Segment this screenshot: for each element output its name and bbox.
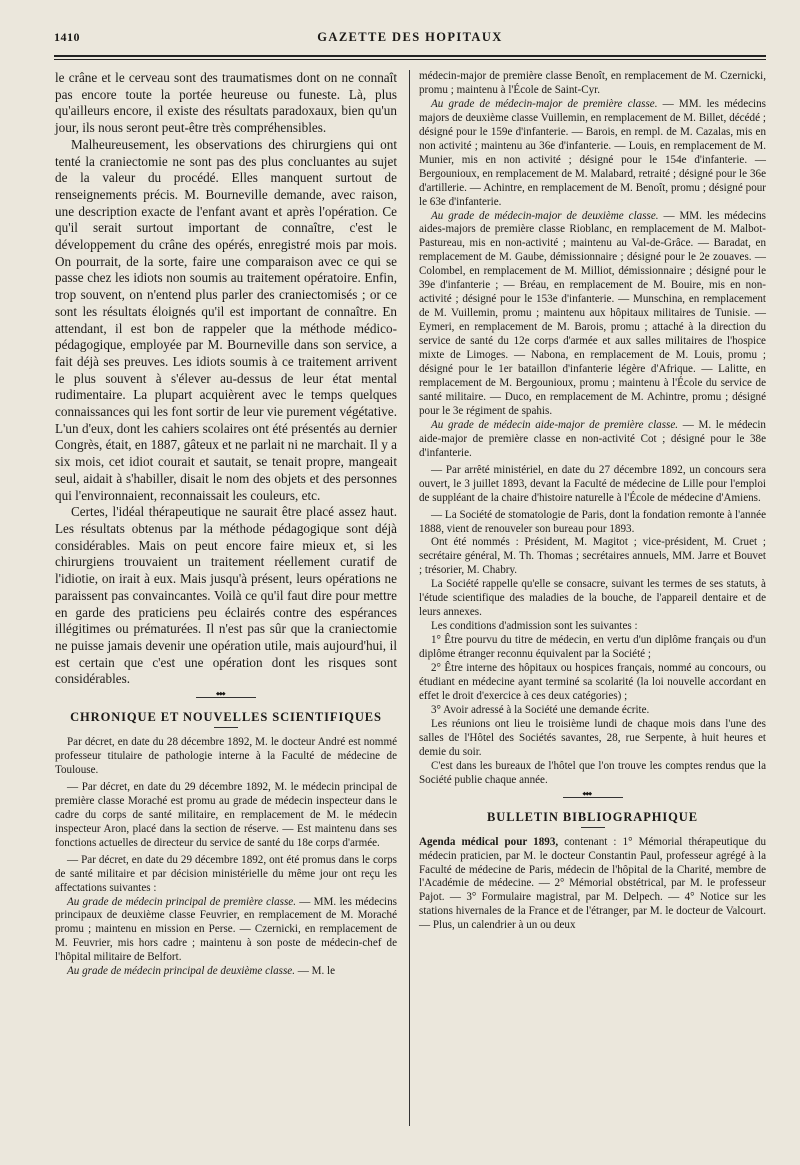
- news-item: [55, 896, 397, 966]
- news-item: [419, 98, 766, 210]
- left-column: [55, 70, 397, 979]
- news-item: Ont été nommés : Président, M. Magitot ; vice-président, M. Cruet ; secrétaire général, M. Th. Thomas ; secrétaires annuels, MM. Jarre et Bouvet ; trésorier, M. Chabry.: [419, 536, 766, 577]
- news-item-text: — MM. les médecins aides-majors de première classe Rioblanc, en remplacement de M. Malbot-Pastureau, mis en non-activité ; maintenu au Val-de-Grâce. — Baradat, en remplacement de M. Gaube, démissionnaire ; désigné pour le 2e zouaves. — Colombel, en remplacement de M. Milliot, démissionnaire ; désigné pour le 39e d'infanterie ; — Bréau, en remplacement de M. Bouire, mis en non-activité ; désigné pour le 153e d'infanterie. — Munschina, en remplacement de M. Vuillemin, promu ; maintenu aux hôpitaux militaires de Tunisie. — Eymeri, en remplacement de M. Barois, promu ; attaché à la direction du service de santé du 12e corps d'armée et aux salles militaires de l'hospice mixte de Limoges. — Nabona, en remplacement de M. Louis, promu ; désigné pour le 1er bataillon d'infanterie légère d'Afrique. — Lalitte, en remplacement de M. Bergounioux, promu ; maintenu à l'École du service de santé militaire. — Duco, en remplacement de M. Achintre, promu ; désigné pour le 3e régiment de spahis.: [419, 209, 766, 417]
- section-title-bulletin: BULLETIN BIBLIOGRAPHIQUE: [487, 809, 698, 824]
- bibliography-text: contenant : 1° Mémorial thérapeutique du médecin praticien, par M. le docteur Constantin Paul, professeur agrégé à la Faculté de médecine de Paris, médecin de l'hôpital de la Charité, membre de l'Académie de médecine. — 2° Mémorial obstétrical, par M. le professeur Pajot. — 3° Formulaire magistral, par M. Delpech. — 4° Notice sur les stations hivernales de la France et de l'étranger, par M. le docteur de Valcourt. — Plus, un calendrier à un ou deux: [419, 835, 766, 932]
- news-item: — Par décret, en date du 29 décembre 1892, ont été promus dans le corps de santé militaire et par décision ministérielle du même jour ont reçu les affectations suivantes :: [55, 853, 397, 894]
- bibliography-title: Agenda médical pour 1893,: [419, 835, 559, 848]
- news-item: Les réunions ont lieu le troisième lundi de chaque mois dans l'une des salles de l'Hôtel des Sociétés savantes, 28, rue Serpente, à huit heures et demie du soir.: [419, 717, 766, 758]
- header-rule: [54, 55, 766, 57]
- news-item: — Par arrêté ministériel, en date du 27 décembre 1892, un concours sera ouvert, le 3 juillet 1893, devant la Faculté de médecine de Lille pour l'emploi de suppléant de la chaire d'histoire naturelle à l'École de médecine d'Amiens.: [419, 463, 766, 504]
- news-item-heading: Au grade de médecin-major de deuxième classe.: [431, 209, 659, 222]
- ornament-separator: [419, 788, 766, 806]
- news-item-heading: Au grade de médecin-major de première classe.: [431, 97, 658, 110]
- news-item-text: — M. le médecin aide-major de première classe en non-activité Cot ; désigné pour le 38e d'infanterie.: [419, 418, 766, 459]
- article-paragraph: Malheureusement, les observations des chirurgiens qui ont tenté la craniectomie ne sont pas des plus concluantes au sujet de la valeur du procédé. Elles manquent surtout de renseignements précis. M. Bourneville demande, avec raison, une description exacte de l'enfant avant et après l'opération. Ce qu'il serait surtout important de connaître, c'est le développement du crâne des opérés, enregistré mois par mois. On pourrait, de la sorte, faire une comparaison avec ce qui se passe chez les idiots non soumis au traitement opératoire. Enfin, trop souvent, on n'entend plus parler des craniectomisés ; or ce sont les résultats éloignés qu'il est important de connaître. En attendant, il est bon de rappeler que la méthode médico-pédagogique, employée par M. Bourneville dans son service, a fait déjà ses preuves. Les idiots soumis à ce traitement arrivent le plus souvent à s'élever au-dessus de leur état mental rudimentaire. La plupart acquièrent avec le temps quelques connaissances qui les font sortir de leur vie purement végétative. L'un d'eux, dont les cahiers scolaires ont été présentés au dernier Congrès, était, en 1887, gâteux et ne parlait ni ne marchait. Il y a six mois, cet idiot courait et sautait, se tenait propre, mangeait seul, aidait à s'habiller, disait le nom des objets et des personnes qui l'environnaient, reconnaissait les couleurs, etc.: [55, 136, 397, 503]
- header-rule-thin: [54, 59, 766, 60]
- news-item: [55, 965, 397, 979]
- news-item: La Société rappelle qu'elle se consacre, suivant les termes de ses statuts, à l'étude scientifique des maladies de la bouche, de l'appareil dentaire et de leurs annexes.: [419, 578, 766, 619]
- column-divider: [409, 70, 410, 1126]
- page-header: [54, 30, 766, 52]
- section-title-chronique: CHRONIQUE ET NOUVELLES SCIENTIFIQUES: [70, 710, 382, 725]
- list-item: 3° Avoir adressé à la Société une demande écrite.: [431, 703, 650, 716]
- news-item: Par décret, en date du 28 décembre 1892, M. le docteur André est nommé professeur titulaire de pathologie interne à la Faculté de médecine de Toulouse.: [55, 736, 397, 776]
- bibliography-entry: [419, 836, 766, 934]
- news-item: — La Société de stomatologie de Paris, dont la fondation remonte à l'année 1888, vient de renouveler son bureau pour 1893.: [419, 508, 766, 535]
- news-item: C'est dans les bureaux de l'hôtel que l'on trouve les comptes rendus que la Société publie chaque année.: [419, 759, 766, 786]
- news-item-heading: Au grade de médecin principal de première classe.: [67, 895, 296, 908]
- news-item-text: — MM. les médecins principaux de deuxième classe Feuvrier, en remplacement de M. Moraché promu ; maintenu en mission en Perse. — Czernicki, en remplacement de M. Feuvrier, mis hors cadre ; maintenu à son poste de médecin-chef de l'hôpital militaire de Belfort.: [55, 895, 397, 964]
- journal-title: GAZETTE DES HOPITAUX: [317, 30, 503, 44]
- news-item-text: — MM. les médecins majors de deuxième classe Vuillemin, en remplacement de M. Billet, décédé ; désigné pour le 159e d'infanterie. — Barois, en rempl. de M. Cazalas, mis en non activité ; maintenu au 36e d'infanterie. — Louis, en remplacement de M. Munier, mis en non activité ; désigné pour le 154e d'infanterie. — Bergounioux, en remplacement de M. Malabard, retraité ; désigné pour le 36e d'artillerie. — Achintre, en remplacement de M. Benoît, promu ; désigné pour le 63e d'infanterie.: [419, 97, 766, 208]
- news-item-text: — M. le: [294, 965, 336, 978]
- list-item: 2° Être interne des hôpitaux ou hospices français, nommé au concours, ou étudiant en médecine ayant terminé sa scolarité (la loi nouvelle accordant en effet le droit d'exercice à ces deux catégories) ;: [419, 662, 766, 702]
- news-item-heading: Au grade de médecin aide-major de première classe.: [431, 418, 679, 431]
- news-item: médecin-major de première classe Benoît, en remplacement de M. Czernicki, promu ; maintenu à l'École de Saint-Cyr.: [419, 70, 766, 96]
- title-rule: [214, 727, 238, 728]
- news-item: [419, 210, 766, 419]
- article-paragraph: Certes, l'idéal thérapeutique ne saurait être placé assez haut. Les résultats obtenus par la méthode pédagogique sont déjà considérables. Mais on peut encore faire mieux et, si les chirurgiens trouvaient un traitement réellement curatif de l'idiotie, on irait à eux. Mais jusqu'à présent, leurs opérations ne paraissent pas convaincantes. Voilà ce qu'il faut dire pour mettre en garde des praticiens peu éclairés contre des espérances illégitimes ou prématurées. Il n'est pas sûr que la craniectomie ne puisse jamais devenir une opération utile, mais aujourd'hui, il est certain que c'est une opération dont les risques sont considérables.: [55, 504, 397, 687]
- list-item: 1° Être pourvu du titre de médecin, en vertu d'un diplôme français ou d'un diplôme étranger reconnu équivalent par la Société ;: [419, 634, 766, 661]
- news-item-heading: Au grade de médecin principal de deuxième classe.: [67, 965, 295, 978]
- right-column: [419, 70, 766, 933]
- ornament-separator: [55, 688, 397, 706]
- news-item: [419, 419, 766, 461]
- news-item: Les conditions d'admission sont les suivantes :: [431, 620, 638, 633]
- news-item: — Par décret, en date du 29 décembre 1892, M. le médecin principal de première classe Moraché est promu au grade de médecin inspecteur dans le cadre du corps de santé militaire, en remplacement de M. le médecin inspecteur Aron, placé dans la section de réserve. — Est maintenu dans ses fonctions actuelles de directeur du service de santé du 18e corps d'armée.: [55, 780, 397, 849]
- title-rule: [581, 827, 605, 828]
- article-paragraph: le crâne et le cerveau sont des traumatismes dont on ne connaît pas encore toute la portée heureuse ou funeste. Là, plus qu'ailleurs encore, il existe des résultats paradoxaux, bien qu'un jour, ils nous seront peut-être très compréhensibles.: [55, 70, 397, 136]
- page-number: 1410: [54, 30, 80, 44]
